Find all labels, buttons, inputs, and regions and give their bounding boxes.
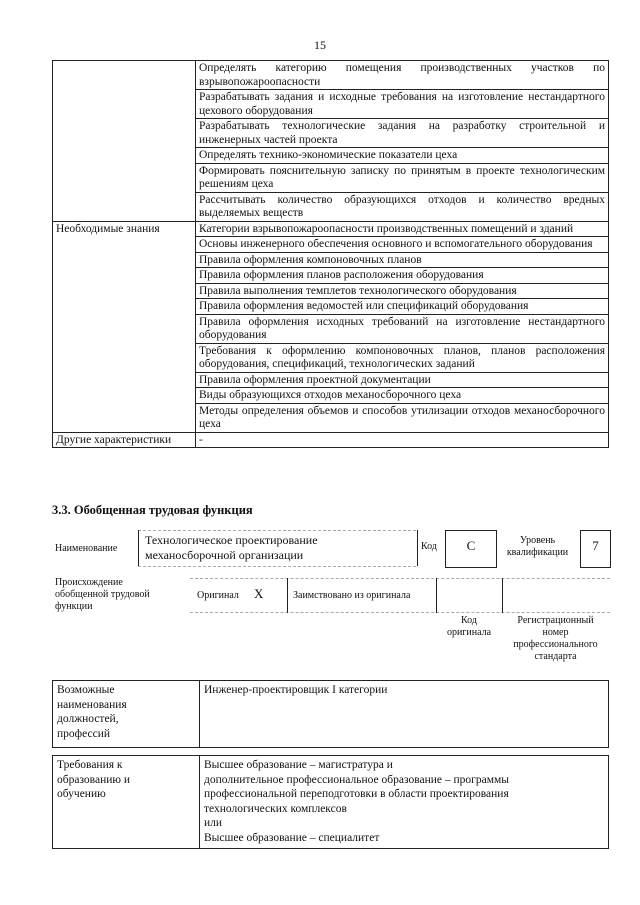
skill-row: Формировать пояснительную записку по принятым в проекте технологическим решениям цеха xyxy=(196,163,609,192)
origin-divider-1 xyxy=(287,578,288,613)
code-value: C xyxy=(466,538,476,553)
knowledge-label: Необходимые знания xyxy=(53,221,196,432)
knowledge-row: Правила оформления планов расположения оборудования xyxy=(196,268,609,284)
knowledge-row: Основы инженерного обеспечения основного и вспомогательного оборудования xyxy=(196,237,609,253)
knowledge-row: Методы определения объемов и способов утилизации отходов механосборочного цеха xyxy=(196,403,609,432)
origin-divider-3 xyxy=(502,578,503,613)
original-mark: X xyxy=(254,586,264,601)
knowledge-row: Правила оформления ведомостей или спецификаций оборудования xyxy=(196,299,609,315)
knowledge-row: Категории взрывопожароопасности производственных помещений и зданий xyxy=(196,221,609,237)
reg-number-caption: Регистрационный номер профессионального стандарта xyxy=(513,615,598,662)
page-number: 15 xyxy=(314,38,326,52)
skills-knowledge-table xyxy=(52,60,609,448)
other-characteristics-value: - xyxy=(196,432,609,448)
positions-value: Инженер-проектировщик I категории xyxy=(200,681,609,748)
function-name: Технологическое проектирование механосборочной организации xyxy=(145,533,318,562)
knowledge-row: Требования к оформлению компоновочных планов, планов расположения оборудования, спецификаций, технологических заданий xyxy=(196,343,609,372)
level-value: 7 xyxy=(592,538,599,553)
positions-table xyxy=(52,680,609,748)
skill-row: Определять категорию помещения производственных участков по взрывопожароопасности xyxy=(196,61,609,90)
skill-row: Рассчитывать количество образующихся отходов и количество вредных выделяемых веществ xyxy=(196,192,609,221)
knowledge-row: Правила оформления проектной документации xyxy=(196,372,609,388)
code-label: Код xyxy=(421,541,437,552)
section-title: 3.3. Обобщенная трудовая функция xyxy=(52,503,253,517)
original-label: Оригинал xyxy=(197,590,239,601)
education-label: Требования к образованию и обучению xyxy=(53,756,200,849)
original-code-caption: Код оригинала xyxy=(446,615,492,638)
name-box-bottom-dash xyxy=(138,566,416,567)
education-table xyxy=(52,755,609,849)
skills-label-cell xyxy=(53,61,196,222)
origin-top-dash xyxy=(190,578,610,579)
borrowed-label: Заимствовано из оригинала xyxy=(293,590,411,601)
name-label: Наименование xyxy=(55,543,118,554)
other-characteristics-label: Другие характеристики xyxy=(53,432,196,448)
origin-divider-2 xyxy=(436,578,437,613)
origin-bottom-dash xyxy=(190,612,610,613)
knowledge-row: Правила выполнения темплетов технологического оборудования xyxy=(196,283,609,299)
skill-row: Определять технико-экономические показатели цеха xyxy=(196,148,609,164)
positions-label: Возможные наименования должностей, профессий xyxy=(53,681,200,748)
education-value: Высшее образование – магистратура и дополнительное профессиональное образование – программы профессиональной переподготовки в области проектирования технологических комплексов или Высшее образование – специалитет xyxy=(200,756,609,849)
skill-row: Разрабатывать технологические задания на разработку строительной и инженерных частей проекта xyxy=(196,119,609,148)
level-label: Уровень квалификации xyxy=(506,535,569,558)
skill-row: Разрабатывать задания и исходные требования на изготовление нестандартного цехового оборудования xyxy=(196,90,609,119)
knowledge-row: Правила оформления компоновочных планов xyxy=(196,252,609,268)
knowledge-row: Правила оформления исходных требований на изготовление нестандартного оборудования xyxy=(196,314,609,343)
knowledge-row: Виды образующихся отходов механосборочного цеха xyxy=(196,388,609,404)
origin-label: Происхождение обобщенной трудовой функции xyxy=(55,577,150,612)
